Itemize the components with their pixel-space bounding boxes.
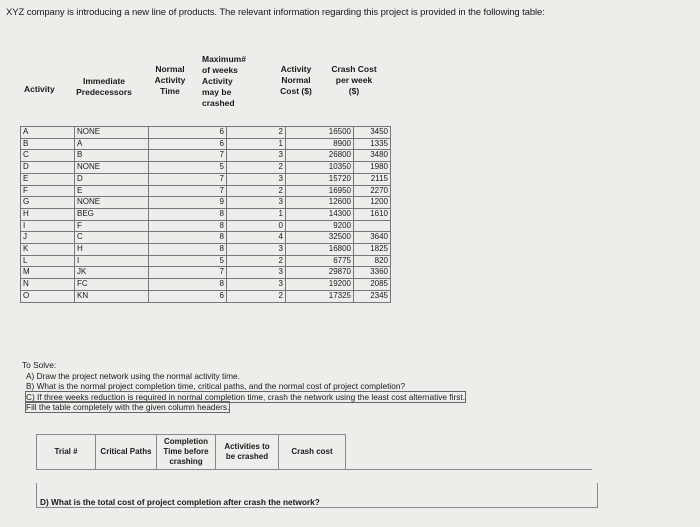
table-row (21, 162, 391, 174)
table-row (21, 127, 391, 139)
normal-time-cell: 7 (149, 173, 227, 185)
activity-cell: O (21, 290, 75, 302)
activity-cell: A (21, 127, 75, 139)
normal-cost-cell: 8900 (286, 138, 354, 150)
activity-cell: G (21, 197, 75, 209)
table-row (21, 220, 391, 232)
question-c-instruction: Fill the table completely with the given column headers. (26, 402, 230, 413)
normal-cost-cell: 19200 (286, 279, 354, 291)
normal-time-cell: 8 (149, 220, 227, 232)
crash-answer-table (36, 434, 592, 470)
normal-time-cell: 5 (149, 255, 227, 267)
activity-cell: H (21, 208, 75, 220)
predecessors-cell: NONE (75, 197, 149, 209)
activity-cell: C (21, 150, 75, 162)
normal-time-cell: 8 (149, 279, 227, 291)
col-critical-paths: Critical Paths (96, 435, 157, 470)
activity-table (20, 126, 391, 303)
question-a: A) Draw the project network using the normal activity time. (26, 370, 240, 381)
predecessors-cell: FC (75, 279, 149, 291)
intro-text: XYZ company is introducing a new line of products. The relevant information regarding this project is provided in the following table: (6, 7, 545, 18)
normal-cost-cell: 12600 (286, 197, 354, 209)
crash-cost-cell: 3360 (354, 267, 391, 279)
normal-time-cell: 6 (149, 138, 227, 150)
question-d: D) What is the total cost of project completion after crash the network? (40, 497, 320, 507)
table-row (21, 208, 391, 220)
max-weeks-cell: 1 (227, 208, 286, 220)
table-row (21, 185, 391, 197)
col-completion-time: Completion Time before crashing (157, 435, 216, 470)
table-row (21, 173, 391, 185)
activity-cell: E (21, 173, 75, 185)
normal-time-cell: 9 (149, 197, 227, 209)
max-weeks-cell: 4 (227, 232, 286, 244)
activity-cell: N (21, 279, 75, 291)
table-row (21, 267, 391, 279)
crash-cost-cell: 1825 (354, 244, 391, 256)
normal-cost-cell: 26800 (286, 150, 354, 162)
normal-time-cell: 7 (149, 267, 227, 279)
predecessors-cell: F (75, 220, 149, 232)
crash-cost-cell: 1980 (354, 162, 391, 174)
col-crash-cost: Crash cost (279, 435, 346, 470)
header-max-weeks: Maximum# of weeks Activity may be crashed (202, 54, 246, 108)
activity-cell: L (21, 255, 75, 267)
predecessors-cell: NONE (75, 162, 149, 174)
predecessors-cell: D (75, 173, 149, 185)
normal-cost-cell: 9200 (286, 220, 354, 232)
max-weeks-cell: 2 (227, 127, 286, 139)
crash-cost-cell: 3640 (354, 232, 391, 244)
max-weeks-cell: 2 (227, 185, 286, 197)
max-weeks-cell: 2 (227, 162, 286, 174)
col-activities-crashed: Activities to be crashed (216, 435, 279, 470)
normal-cost-cell: 29870 (286, 267, 354, 279)
predecessors-cell: BEG (75, 208, 149, 220)
normal-time-cell: 7 (149, 185, 227, 197)
max-weeks-cell: 3 (227, 197, 286, 209)
crash-cost-cell: 2115 (354, 173, 391, 185)
header-predecessors: Immediate Predecessors (76, 76, 132, 97)
normal-time-cell: 8 (149, 208, 227, 220)
activity-cell: B (21, 138, 75, 150)
normal-cost-cell: 15720 (286, 173, 354, 185)
header-normal-time: Normal Activity Time (154, 64, 186, 96)
max-weeks-cell: 2 (227, 255, 286, 267)
activity-cell: K (21, 244, 75, 256)
table-row (21, 138, 391, 150)
activity-cell: J (21, 232, 75, 244)
max-weeks-cell: 3 (227, 173, 286, 185)
max-weeks-cell: 3 (227, 244, 286, 256)
max-weeks-cell: 0 (227, 220, 286, 232)
crash-cost-cell: 1335 (354, 138, 391, 150)
crash-cost-cell: 820 (354, 255, 391, 267)
question-c: C) If three weeks reduction is required in normal completion time, crash the network using the least cost alternative first. (26, 391, 466, 402)
table-row (21, 232, 391, 244)
crash-cost-cell: 3480 (354, 150, 391, 162)
normal-time-cell: 6 (149, 127, 227, 139)
normal-time-cell: 8 (149, 244, 227, 256)
normal-cost-cell: 16800 (286, 244, 354, 256)
predecessors-cell: B (75, 150, 149, 162)
table-row (21, 279, 391, 291)
normal-time-cell: 7 (149, 150, 227, 162)
predecessors-cell: KN (75, 290, 149, 302)
max-weeks-cell: 3 (227, 150, 286, 162)
max-weeks-cell: 2 (227, 290, 286, 302)
activity-cell: I (21, 220, 75, 232)
crash-cost-cell: 1610 (354, 208, 391, 220)
col-trial: Trial # (37, 435, 96, 470)
predecessors-cell: I (75, 255, 149, 267)
crash-cost-cell: 2085 (354, 279, 391, 291)
question-b: B) What is the normal project completion time, critical paths, and the normal cost of project completion? (26, 381, 406, 392)
solve-heading: To Solve: (22, 360, 57, 370)
predecessors-cell: A (75, 138, 149, 150)
activity-cell: M (21, 267, 75, 279)
normal-cost-cell: 14300 (286, 208, 354, 220)
predecessors-cell: E (75, 185, 149, 197)
normal-time-cell: 5 (149, 162, 227, 174)
solve-section (22, 360, 465, 413)
max-weeks-cell: 3 (227, 267, 286, 279)
activity-cell: F (21, 185, 75, 197)
crash-cost-cell: 3450 (354, 127, 391, 139)
max-weeks-cell: 1 (227, 138, 286, 150)
predecessors-cell: NONE (75, 127, 149, 139)
table-row (21, 244, 391, 256)
normal-cost-cell: 17325 (286, 290, 354, 302)
normal-time-cell: 6 (149, 290, 227, 302)
predecessors-cell: C (75, 232, 149, 244)
normal-time-cell: 8 (149, 232, 227, 244)
max-weeks-cell: 3 (227, 279, 286, 291)
table-row (21, 255, 391, 267)
activity-cell: D (21, 162, 75, 174)
normal-cost-cell: 16500 (286, 127, 354, 139)
crash-cost-cell: 1200 (354, 197, 391, 209)
crash-cost-cell: 2345 (354, 290, 391, 302)
normal-cost-cell: 10350 (286, 162, 354, 174)
crash-cost-cell: 2270 (354, 185, 391, 197)
table-row (21, 197, 391, 209)
normal-cost-cell: 6775 (286, 255, 354, 267)
table-row (21, 290, 391, 302)
predecessors-cell: H (75, 244, 149, 256)
crash-cost-cell (354, 220, 391, 232)
normal-cost-cell: 16950 (286, 185, 354, 197)
normal-cost-cell: 32500 (286, 232, 354, 244)
header-crash-cost: Crash Cost per week ($) (331, 64, 377, 96)
header-activity: Activity (24, 84, 55, 94)
header-normal-cost: Activity Normal Cost ($) (280, 64, 312, 96)
predecessors-cell: JK (75, 267, 149, 279)
table-row (21, 150, 391, 162)
